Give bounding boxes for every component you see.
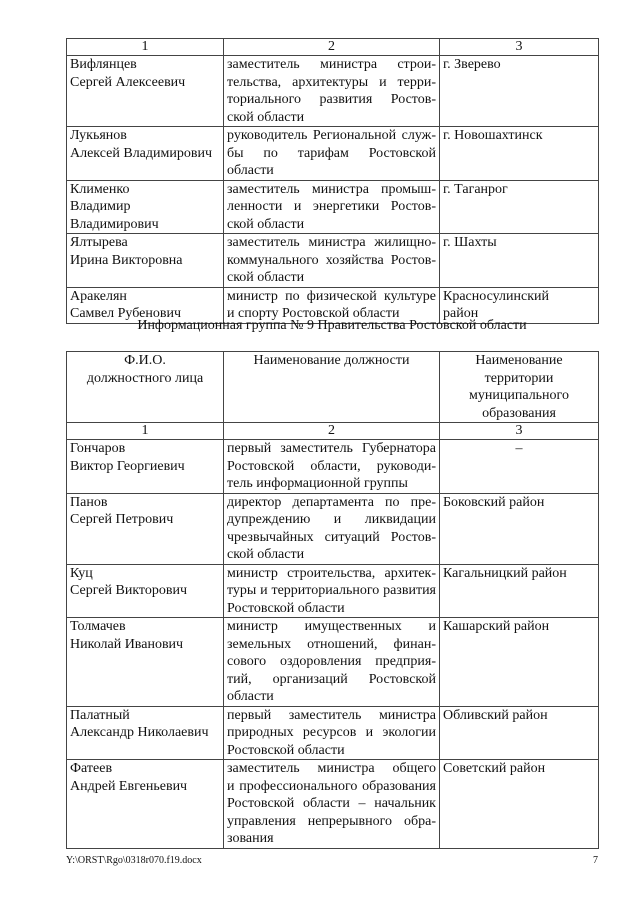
official-name-line: Толмачев	[70, 619, 126, 634]
header-territory-line: Наименование	[475, 353, 563, 368]
position-title-line: дупреждению и ликвидации	[227, 512, 436, 527]
position-title-line: первый заместитель министра	[227, 707, 436, 723]
position-title-line: бы по тарифам Ростовской области	[227, 145, 436, 178]
table-row	[67, 440, 599, 494]
information-group-9-table	[66, 351, 599, 849]
official-name-line: Алексей Владимирович	[70, 145, 213, 161]
column-number: 1	[67, 39, 224, 56]
position-title-line: ской области	[227, 547, 305, 562]
territory-name-line: г. Новошахтинск	[443, 128, 543, 143]
official-name	[67, 440, 224, 494]
official-name-line: Ялтырева	[70, 235, 128, 250]
territory-name-line: г. Шахты	[443, 235, 497, 250]
table-row	[67, 180, 599, 234]
official-name-line: Палатный	[70, 707, 130, 723]
position-title-line: сового оздоровления предприя-	[227, 654, 436, 669]
position-title-line: области	[227, 689, 274, 704]
column-number: 2	[224, 39, 440, 56]
official-name-line: Самвел Рубенович	[70, 306, 182, 321]
position-title	[224, 760, 440, 849]
position-title	[224, 234, 440, 288]
position-title-line: директор департамента по пре-	[227, 494, 436, 510]
table-row	[67, 493, 599, 564]
position-title-line: зования	[227, 831, 274, 846]
territory-name-line: Красносулинский	[443, 288, 549, 304]
position-title	[224, 127, 440, 181]
position-title	[224, 618, 440, 707]
territory-name	[440, 127, 599, 181]
official-name-line: Панов	[70, 494, 108, 510]
position-title	[224, 564, 440, 618]
territory-name-line: Обливский район	[443, 707, 548, 723]
page-number: 7	[593, 855, 598, 866]
official-name-line: Александр Николаевич	[70, 725, 209, 740]
header-territory	[440, 352, 599, 423]
position-title-line: руководитель Региональной служ-	[227, 128, 436, 143]
position-title-line: заместитель министра жилищно-	[227, 235, 436, 250]
position-title-line: земельных отношений, финан-	[227, 636, 436, 652]
position-title-line: чрезвычайных ситуаций Ростов-	[227, 529, 436, 545]
position-title-line: министр строительства, архитек-	[227, 565, 436, 581]
header-row	[67, 352, 599, 423]
header-full-name-line: должностного лица	[86, 370, 204, 386]
position-title-line: Ростовской области – начальник	[227, 796, 436, 811]
territory-name	[440, 564, 599, 618]
position-title-line: заместитель министра общего	[227, 761, 436, 776]
position-title-line: министр имущественных и	[227, 619, 436, 634]
official-name-line: Фатеев	[70, 761, 113, 776]
official-name	[67, 564, 224, 618]
official-name	[67, 493, 224, 564]
official-name-line: Гончаров	[70, 441, 126, 456]
official-name	[67, 618, 224, 707]
official-name-line: Сергей Алексеевич	[70, 74, 186, 90]
position-title-line: заместитель министра промыш-	[227, 181, 436, 197]
official-name	[67, 234, 224, 288]
table-row	[67, 760, 599, 849]
column-number: 1	[67, 423, 224, 440]
territory-name-line: Кашарский район	[443, 619, 550, 634]
official-name-line: Аракелян	[70, 288, 127, 304]
position-title	[224, 180, 440, 234]
column-number-row	[67, 423, 599, 440]
header-full-name	[67, 352, 224, 423]
official-name	[67, 56, 224, 127]
table-row	[67, 56, 599, 127]
official-name-line: Клименко	[70, 181, 130, 197]
header-position-line: Наименование должности	[253, 353, 410, 368]
position-title-line: заместитель министра строи-	[227, 57, 436, 72]
official-name-line: Куц	[70, 565, 93, 581]
official-name	[67, 706, 224, 760]
territory-name	[440, 234, 599, 288]
territory-name	[440, 56, 599, 127]
official-name	[67, 127, 224, 181]
position-title-line: ской области	[227, 216, 305, 232]
column-number: 2	[224, 423, 440, 440]
header-full-name-line: Ф.И.О.	[124, 353, 166, 368]
official-name-line: Николай Иванович	[70, 636, 184, 652]
position-title	[224, 56, 440, 127]
territory-name-line: г. Таганрог	[443, 181, 508, 197]
official-name	[67, 760, 224, 849]
table-row	[67, 618, 599, 707]
official-name	[67, 180, 224, 234]
position-title-line: ториального развития Ростов-	[227, 92, 436, 107]
position-title-line: ской области	[227, 109, 305, 125]
table-row	[67, 234, 599, 288]
page-footer	[66, 855, 598, 866]
table-row	[67, 706, 599, 760]
position-title-line: природных ресурсов и экологии	[227, 725, 436, 740]
column-number-row	[67, 39, 599, 56]
position-title-line: и спорту Ростовской области	[227, 306, 400, 321]
territory-name-line: Советский район	[443, 761, 546, 776]
table-row	[67, 564, 599, 618]
position-title-line: и профессионального образования	[227, 778, 436, 794]
territory-name	[440, 440, 599, 494]
position-title-line: ской области	[227, 270, 305, 285]
position-title-line: управления непрерывного обра-	[227, 813, 436, 829]
territory-name-line: Кагальницкий район	[443, 565, 567, 581]
position-title-line: Ростовской области	[227, 600, 345, 616]
official-name-line: Вифлянцев	[70, 57, 137, 72]
position-title-line: министр по физической культуре	[227, 288, 436, 304]
column-number: 3	[440, 39, 599, 56]
official-name-line: Лукьянов	[70, 128, 127, 143]
position-title-line: тельства, архитектуры и терри-	[227, 74, 436, 90]
header-territory-line: территории	[484, 370, 554, 386]
header-territory-line: муниципального	[469, 388, 569, 403]
position-title	[224, 440, 440, 494]
officials-table-continued	[66, 38, 599, 324]
position-title-line: коммунального хозяйства Ростов-	[227, 252, 436, 268]
header-territory-line: образования	[482, 405, 556, 421]
official-name-line: Виктор Георгиевич	[70, 458, 185, 474]
official-name-line: Ирина Викторовна	[70, 252, 183, 268]
territory-name	[440, 706, 599, 760]
position-title-line: тий, организаций Ростовской	[227, 671, 436, 687]
official-name-line: Сергей Петрович	[70, 512, 174, 527]
information-group-caption: Информационная группа № 9 Правительства Ростовской области	[137, 318, 527, 333]
territory-name-line: г. Зверево	[443, 57, 501, 72]
territory-name	[440, 760, 599, 849]
position-title	[224, 706, 440, 760]
territory-name	[440, 493, 599, 564]
table-row	[67, 127, 599, 181]
position-title-line: первый заместитель Губернатора	[227, 441, 436, 456]
position-title-line: Ростовской области, руководи-	[227, 458, 436, 474]
territory-name-line: –	[515, 441, 523, 456]
position-title	[224, 493, 440, 564]
official-name-line: Сергей Викторович	[70, 583, 188, 598]
territory-name	[440, 618, 599, 707]
position-title-line: тель информационной группы	[227, 476, 408, 491]
position-title-line: ленности и энергетики Ростов-	[227, 199, 436, 214]
position-title-line: туры и территориального развития	[227, 583, 436, 598]
position-title-line: Ростовской области	[227, 742, 345, 758]
territory-name	[440, 180, 599, 234]
official-name-line: Владимир Владимирович	[70, 199, 159, 232]
header-position	[224, 352, 440, 423]
document-path: Y:\ORST\Rgo\0318r070.f19.docx	[66, 855, 202, 866]
column-number: 3	[440, 423, 599, 440]
official-name-line: Андрей Евгеньевич	[70, 778, 188, 794]
territory-name-line: Боковский район	[443, 494, 545, 510]
territory-name-line: район	[443, 306, 479, 321]
